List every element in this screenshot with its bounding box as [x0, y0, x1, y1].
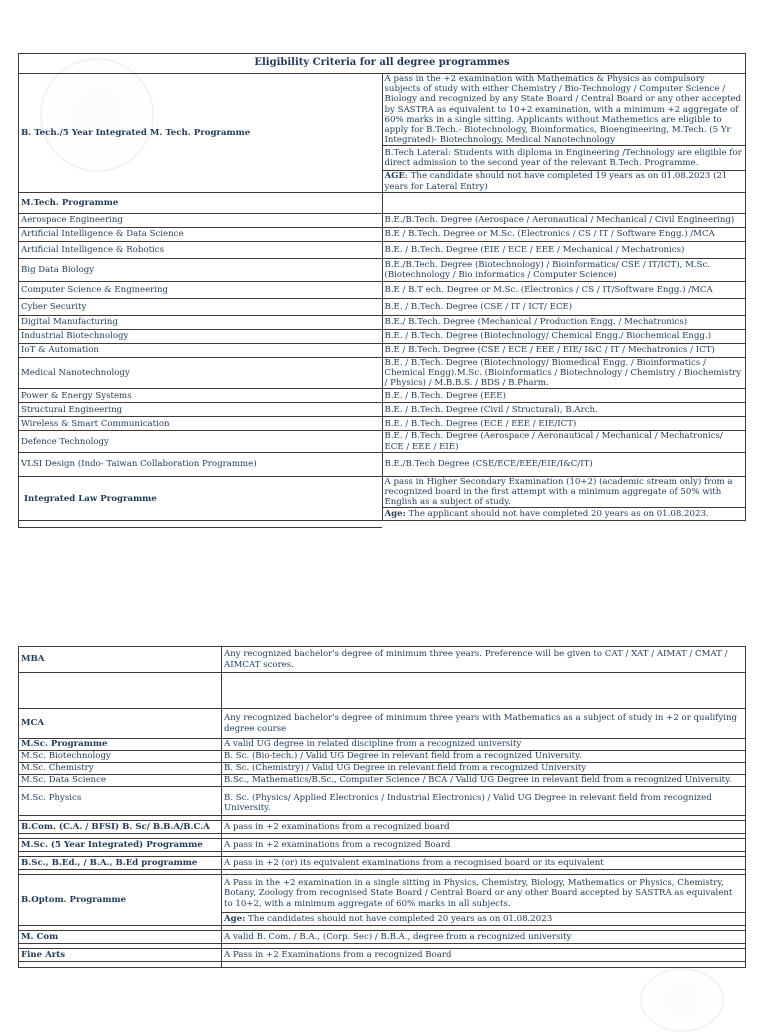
mtech-programme-name: Industrial Biotechnology [19, 329, 383, 343]
mtech-row [19, 315, 746, 329]
mtech-row [19, 403, 746, 417]
mtech-criteria: B.E. / B.Tech. Degree (CSE / IT / ICT/ ECE) [382, 298, 746, 315]
programme-btech: B. Tech./5 Year Integrated M. Tech. Programme [19, 74, 383, 193]
mtech-criteria: B.E. / B.Tech. Degree (Biotechnology/ Biomedical Engg. / Bioinformatics / Chemical Engg).M.Sc. (Bioinformatics / Biotechnology / Chemistry / Biochemistry / Physics) / M.B.B.S. / BDS / B.Pharm. [382, 357, 746, 389]
mtech-rows [19, 213, 746, 476]
criteria-msc-row: B. Sc. (Chemistry) / Valid UG Degree in relevant field from a recognized University [222, 763, 746, 775]
age-text: : The candidate should not have completed 19 years as on 01.08.2023 (21 years for Lateral Entry) [384, 171, 728, 192]
mtech-row [19, 389, 746, 403]
mtech-programme-name: Computer Science & Engineering [19, 281, 383, 298]
mtech-row [19, 343, 746, 357]
programme-boptom: B.Optom. Programme [19, 875, 222, 926]
watermark-seal-bottom [640, 968, 724, 1032]
mtech-programme-name: Defence Technology [19, 431, 383, 452]
criteria-msc-row: B. Sc. (Physics/ Applied Electronics / Industrial Electronics) / Valid UG Degree in relevant field from recognized University. [222, 787, 746, 816]
mtech-criteria: B.E. / B.Tech. Degree (Aerospace / Aeronautical / Mechanical / Mechatronics/ ECE / EEE / EIE) [382, 431, 746, 452]
mtech-heading: M.Tech. Programme [19, 192, 383, 213]
criteria-msc-row: B.Sc., Mathematics/B.Sc., Computer Science / BCA / Valid UG Degree in relevant field from a recognized University. [222, 775, 746, 787]
criteria-law: A pass in Higher Secondary Examination (10+2) (academic stream only) from a recognized board in the first attempt with a minimum aggregate of 50% with English as a subject of study. [382, 476, 746, 508]
table-end-cell [19, 521, 383, 528]
age-boptom [222, 913, 746, 926]
mtech-programme-name: Power & Energy Systems [19, 389, 383, 403]
programme-msc5: M.Sc. (5 Year Integrated) Programme [19, 839, 222, 852]
programme-msc-row: M.Sc. Chemistry [19, 763, 222, 775]
mtech-programme-name: Artificial Intelligence & Data Science [19, 227, 383, 241]
age-law [382, 508, 746, 521]
programme-msc-row: M.Sc. Biotechnology [19, 751, 222, 763]
programme-bcom: B.Com. (C.A. / BFSI) B. Sc/ B.B.A/B.C.A [19, 821, 222, 834]
mtech-row [19, 241, 746, 258]
mtech-programme-name: VLSI Design (Indo- Taiwan Collaboration Programme) [19, 452, 383, 476]
mtech-row [19, 298, 746, 315]
mtech-row [19, 329, 746, 343]
table-title: Eligibility Criteria for all degree programmes [19, 54, 746, 74]
blank-cell [222, 673, 746, 709]
mtech-row [19, 258, 746, 281]
mtech-row [19, 227, 746, 241]
age-text: The applicant should not have completed 20 years as on 01.08.2023. [405, 509, 709, 520]
age-label: Age: [384, 509, 406, 520]
programme-law: Integrated Law Programme [19, 476, 383, 521]
eligibility-table-other [18, 646, 746, 968]
blank-cell [19, 673, 222, 709]
criteria-msc-heading: A valid UG degree in related discipline from a recognized university [222, 739, 746, 751]
mtech-criteria: B.E. / B.Tech. Degree (EEE) [382, 389, 746, 403]
age-label: AGE [384, 171, 406, 182]
programme-mca: MCA [19, 709, 222, 739]
age-label: Age: [224, 913, 246, 924]
mtech-row [19, 452, 746, 476]
mtech-criteria: B.E / B.Tech. Degree or M.Sc. (Electronics / CS / IT / Software Engg.) /MCA [382, 227, 746, 241]
criteria-msc-row: B. Sc. (Bio-tech.) / Valid UG Degree in relevant field from a recognized University. [222, 751, 746, 763]
mtech-row [19, 281, 746, 298]
mtech-criteria: B.E. / B.Tech. Degree (Biotechnology/ Chemical Engg./ Biochemical Engg.) [382, 329, 746, 343]
mtech-programme-name: Digital Manufacturing [19, 315, 383, 329]
age-text: The candidates should not have completed 20 years as on 01.08.2023 [245, 913, 553, 924]
mtech-criteria: B.E./B.Tech Degree (CSE/ECE/EEE/EIE/I&C/IT) [382, 452, 746, 476]
criteria-mba: Any recognized bachelor's degree of minimum three years. Preference will be given to CAT / XAT / AIMAT / CMAT / AIMCAT scores. [222, 647, 746, 673]
mtech-criteria: B.E./ B.Tech. Degree (Mechanical / Production Engg. / Mechatronics) [382, 315, 746, 329]
mtech-programme-name: Structural Engineering [19, 403, 383, 417]
mtech-criteria: B.E. / B.Tech. Degree (Civil / Structural), B.Arch. [382, 403, 746, 417]
mtech-row [19, 357, 746, 389]
mtech-programme-name: Aerospace Engineering [19, 213, 383, 227]
mtech-row [19, 213, 746, 227]
mtech-programme-name: Big Data Biology [19, 258, 383, 281]
programme-finearts: Fine Arts [19, 949, 222, 962]
mtech-criteria: B.E. / B.Tech. Degree (EIE / ECE / EEE / Mechanical / Mechatronics) [382, 241, 746, 258]
criteria-boptom: A Pass in the +2 examination in a single sitting in Physics, Chemistry, Biology, Mathematics or Physics, Chemistry, Botany, Zoology from recognised State Board / Central Board or any other Board accepted by SASTRA as equivalent to 10+2, with a minimum aggregate of 60% marks in all subjects. [222, 875, 746, 913]
mtech-criteria: B.E./B.Tech. Degree (Biotechnology) / Bioinformatics/ CSE / IT/ICT), M.Sc.(Biotechnology / Bio informatics / Computer Science) [382, 258, 746, 281]
programme-msc-heading: M.Sc. Programme [19, 739, 222, 751]
mtech-programme-name: Medical Nanotechnology [19, 357, 383, 389]
criteria-bsc-bed: A pass in +2 (or) its equivalent examinations from a recognised board or its equivalent [222, 857, 746, 870]
programme-msc-row: M.Sc. Physics [19, 787, 222, 816]
mtech-heading-blank [382, 192, 746, 213]
criteria-mcom: A valid B. Com. / B.A., (Corp. Sec) / B.B.A., degree from a recognized university [222, 931, 746, 944]
programme-mba: MBA [19, 647, 222, 673]
mtech-programme-name: IoT & Automation [19, 343, 383, 357]
criteria-finearts: A Pass in +2 Examinations from a recognized Board [222, 949, 746, 962]
mtech-criteria: B.E. / B.Tech. Degree (ECE / EEE / EIE/ICT) [382, 417, 746, 431]
mtech-criteria: B.E / B.Tech. Degree (CSE / ECE / EEE / EIE/ I&C / IT / Mechatronics / ICT) [382, 343, 746, 357]
criteria-btech-lateral: B.Tech Lateral: Students with diploma in Engineering /Technology are eligible for direct admission to the second year of the relevant B.Tech. Programme. [382, 146, 746, 171]
programme-mcom: M. Com [19, 931, 222, 944]
programme-msc-row: M.Sc. Data Science [19, 775, 222, 787]
mtech-programme-name: Artificial Intelligence & Robotics [19, 241, 383, 258]
programme-bsc-bed: B.Sc., B.Ed., / B.A., B.Ed programme [19, 857, 222, 870]
mtech-programme-name: Wireless & Smart Communication [19, 417, 383, 431]
age-btech [382, 171, 746, 192]
mtech-programme-name: Cyber Security [19, 298, 383, 315]
mtech-row [19, 417, 746, 431]
criteria-msc5: A pass in +2 examinations from a recognized Board [222, 839, 746, 852]
mtech-row [19, 431, 746, 452]
mtech-criteria: B.E./B.Tech. Degree (Aerospace / Aeronautical / Mechanical / Civil Engineering) [382, 213, 746, 227]
criteria-btech: A pass in the +2 examination with Mathematics & Physics as compulsory subjects of study with either Chemistry / Bio-Technology / Computer Science / Biology and recognized by any State Board / Central Board or any other accepted by SASTRA as equivalent to 10+2 examination, with a minimum +2 aggregate of 60% marks in a single sitting. Applicants without Mathemetics are eligible to apply for B.Tech.- Biotechnology, Bioinformatics, Bioengineering, M.Tech. (5 Yr Integrated)- Biotechnology, Medical Nanotechnology [382, 74, 746, 146]
criteria-mca: Any recognized bachelor's degree of minimum three years with Mathematics as a subject of study in +2 or qualifying degree course [222, 709, 746, 739]
eligibility-table-engineering [18, 53, 746, 528]
criteria-bcom: A pass in +2 examinations from a recognized board [222, 821, 746, 834]
mtech-criteria: B.E / B.T ech. Degree or M.Sc. (Electronics / CS / IT/Software Engg.) /MCA [382, 281, 746, 298]
